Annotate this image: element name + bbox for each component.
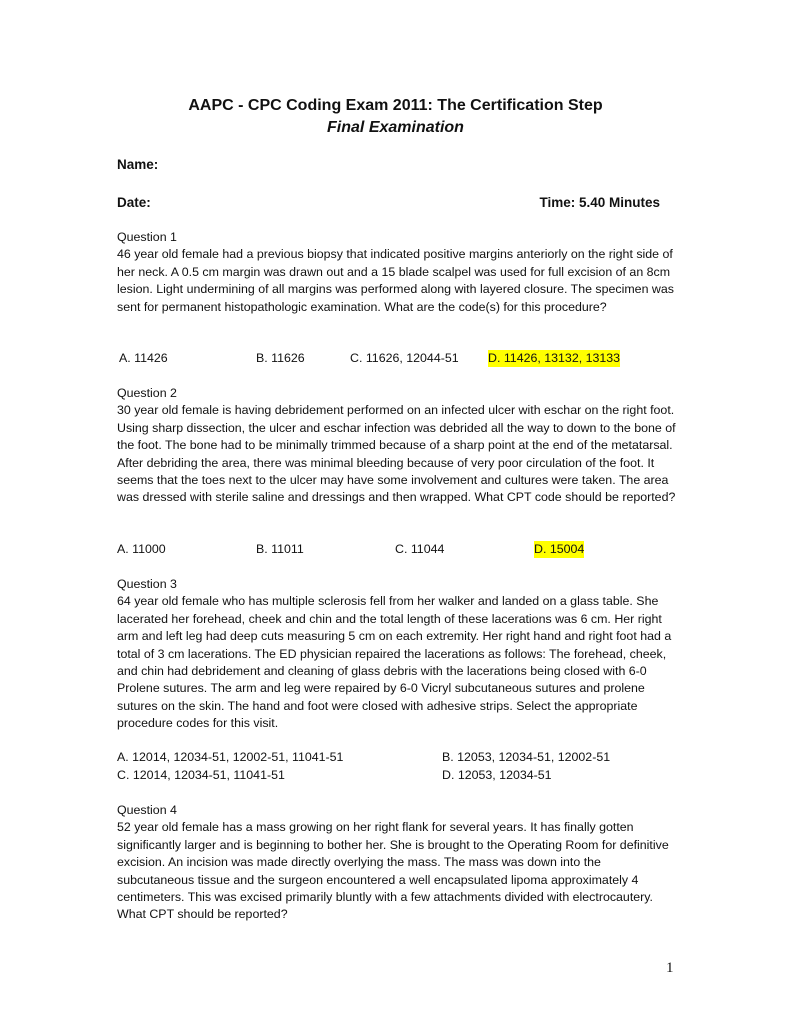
question-4 [117,802,679,924]
q1-option-b: B. 11626 [256,351,305,365]
date-field: Date: [117,195,151,210]
question-label: Question 1 [117,230,177,244]
document-title: AAPC - CPC Coding Exam 2011: The Certification Step [188,97,603,114]
q1-option-a: A. 11426 [119,351,168,365]
question-text: 64 year old female who has multiple sclerosis fell from her walker and landed on a glass table. She lacerated her forehead, cheek and chin and the total length of these lacerations was 6 cm. Her right arm and left leg had deep cuts measuring 5 cm on each extremity. Her right hand and right foot had a total of 3 cm lacerations. The ED physician repaired the lacerations as follows: The forehead, cheek, and chin had debridement and cleaning of glass debris with the lacerations being closed with 6-0 Prolene sutures. The arm and leg were repaired by 6-0 Vicryl subcutaneous sutures and prolene sutures on the skin. The hand and foot were closed with adhesive strips. Select the appropriate procedure codes for this visit. [117,594,672,731]
q1-option-d-highlighted: D. 11426, 13132, 13133 [488,350,620,367]
q3-option-a: A. 12014, 12034-51, 12002-51, 11041-51 [117,750,344,764]
question-text: 52 year old female has a mass growing on her right flank for several years. It has finally gotten significantly larger and is beginning to bother her. She is brought to the Operating Room for definitive excision. An incision was made directly overlying the mass. The mass was down into the subcutaneous tissue and the surgeon encountered a well encapsulated lipoma approximately 4 centimeters. This was excised primarily bluntly with a few attachments divided with electrocautery. What CPT should be reported? [117,820,669,922]
q2-option-a: A. 11000 [117,542,166,556]
question-text: 46 year old female had a previous biopsy that indicated positive margins anteriorly on the right side of her neck. A 0.5 cm margin was drawn out and a 15 blade scalpel was used for full excision of an 8cm lesion. Light undermining of all margins was performed along with layered closure. The specimen was sent for permanent histopathologic examination. What are the code(s) for this procedure? [117,247,674,314]
name-field: Name: [117,157,159,172]
question-label: Question 3 [117,577,177,591]
question-label: Question 2 [117,386,177,400]
q3-option-b: B. 12053, 12034-51, 12002-51 [442,750,611,764]
question-3 [117,576,679,733]
q2-option-d-highlighted: D. 15004 [534,541,584,558]
question-label: Question 4 [117,803,177,817]
question-text: 30 year old female is having debridement performed on an infected ulcer with eschar on the right foot. Using sharp dissection, the ulcer and eschar infection was debrided all the way to down to the bone of the foot. The bone had to be minimally trimmed because of a sharp point at the end of the metatarsal. After debriding the area, there was minimal bleeding because of very poor circulation of the foot. It seems that the toes next to the ulcer may have some involvement and cultures were taken. The area was dressed with sterile saline and dressings and then wrapped. What CPT code should be reported? [117,403,676,505]
page-number: 1 [666,960,674,976]
q3-option-d: D. 12053, 12034-51 [442,768,552,782]
q2-option-b: B. 11011 [256,542,304,556]
q2-option-c: C. 11044 [395,542,445,556]
document-subtitle: Final Examination [327,119,464,136]
question-2 [117,385,679,507]
q3-option-c: C. 12014, 12034-51, 11041-51 [117,768,285,782]
q1-option-c: C. 11626, 12044-51 [350,351,459,365]
question-1 [117,229,679,316]
time-field: Time: 5.40 Minutes [539,195,660,210]
